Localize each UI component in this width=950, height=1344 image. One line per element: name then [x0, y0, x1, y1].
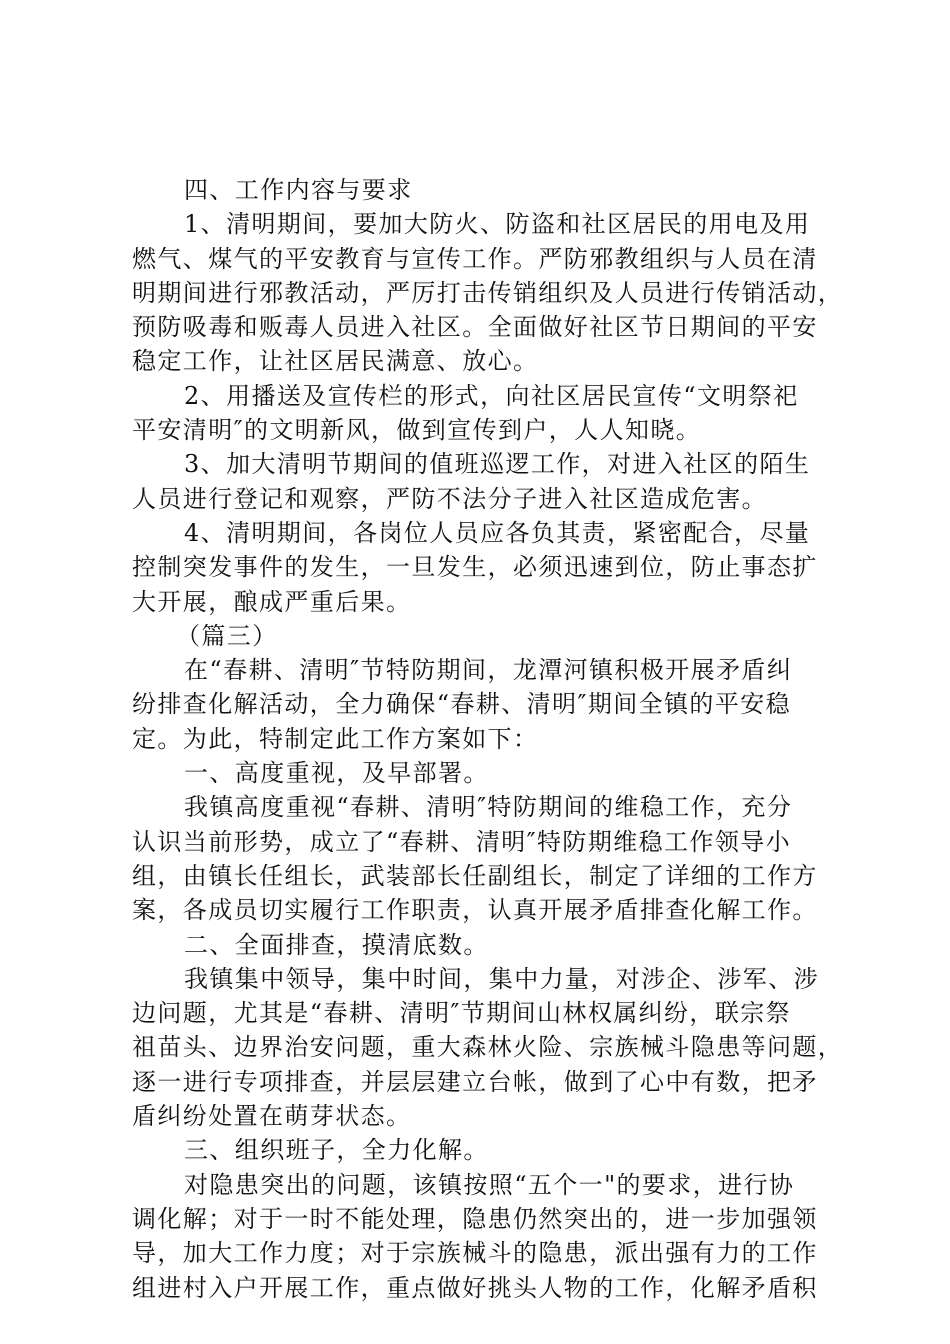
paragraph-line: 定。为此，特制定此工作方案如下： — [132, 724, 539, 753]
paragraph-line: 我镇高度重视“春耕、清明″特防期间的维稳工作，充分 — [184, 793, 793, 822]
paragraph-line: 1、清明期间，要加大防火、防盗和社区居民的用电及用 — [184, 210, 811, 239]
paragraph-line: 纷排查化解活动，全力确保“春耕、清明″期间全镇的平安稳 — [132, 690, 792, 719]
paragraph-line: 4、清明期间，各岗位人员应各负其责，紧密配合，尽量 — [184, 518, 811, 547]
paragraph-line: 控制突发事件的发生，一旦发生，必须迅速到位，防止事态扩 — [132, 553, 818, 582]
section-heading-2: 二、全面排查，摸清底数。 — [184, 930, 489, 959]
paragraph-line: 认识当前形势，成立了“春耕、清明″特防期维稳工作领导小 — [132, 827, 792, 856]
section-heading-4: 四、工作内容与要求 — [184, 176, 413, 204]
paragraph-line: 对隐患突出的问题，该镇按照“五个一"的要求，进行协 — [184, 1170, 795, 1199]
paragraph-line: 组进村入户开展工作，重点做好挑头人物的工作，化解矛盾积 — [132, 1273, 818, 1302]
paragraph-line: 边问题，尤其是“春耕、清明″节期间山林权属纠纷，联宗祭 — [132, 999, 792, 1028]
paragraph-line: 在“春耕、清明″节特防期间，龙潭河镇积极开展矛盾纠 — [184, 656, 793, 685]
paragraph-line: 我镇集中领导，集中时间，集中力量，对涉企、涉军、涉 — [184, 964, 819, 993]
paragraph-line: 盾纠纷处置在萌芽状态。 — [132, 1102, 412, 1131]
paragraph-line: 燃气、煤气的平安教育与宣传工作。严防邪教组织与人员在清 — [132, 244, 818, 273]
paragraph-line: 稳定工作，让社区居民满意、放心。 — [132, 347, 539, 376]
paragraph-line: 组，由镇长任组长，武装部长任副组长，制定了详细的工作方 — [132, 861, 818, 890]
document-body — [132, 173, 844, 1305]
paragraph-line: 案，各成员切实履行工作职责，认真开展矛盾排查化解工作。 — [132, 896, 818, 925]
paragraph-line: 平安清明″的文明新风，做到宣传到户，人人知晓。 — [132, 416, 702, 445]
section-title: （篇三） — [176, 621, 278, 650]
paragraph-line: 调化解；对于一时不能处理，隐患仍然突出的，进一步加强领 — [132, 1204, 818, 1233]
paragraph-line: 人员进行登记和观察，严防不法分子进入社区造成危害。 — [132, 484, 767, 513]
paragraph-line: 预防吸毒和贩毒人员进入社区。全面做好社区节日期间的平安 — [132, 313, 818, 342]
paragraph-line: 3、加大清明节期间的值班巡逻工作，对进入社区的陌生 — [184, 450, 811, 479]
paragraph-line: 导，加大工作力度；对于宗族械斗的隐患，派出强有力的工作 — [132, 1239, 818, 1268]
paragraph-line: 大开展，酿成严重后果。 — [132, 587, 412, 616]
paragraph-line: 祖苗头、边界治安问题，重大森林火险、宗族械斗隐患等问题， — [132, 1033, 844, 1062]
paragraph-line: 逐一进行专项排查，并层层建立台帐，做到了心中有数，把矛 — [132, 1067, 818, 1096]
paragraph-line: 2、用播送及宣传栏的形式，向社区居民宣传“文明祭祀 — [184, 381, 799, 410]
section-heading-3: 三、组织班子，全力化解。 — [184, 1136, 489, 1165]
paragraph-line: 明期间进行邪教活动，严厉打击传销组织及人员进行传销活动， — [132, 278, 844, 307]
section-heading-1: 一、高度重视，及早部署。 — [184, 759, 489, 788]
